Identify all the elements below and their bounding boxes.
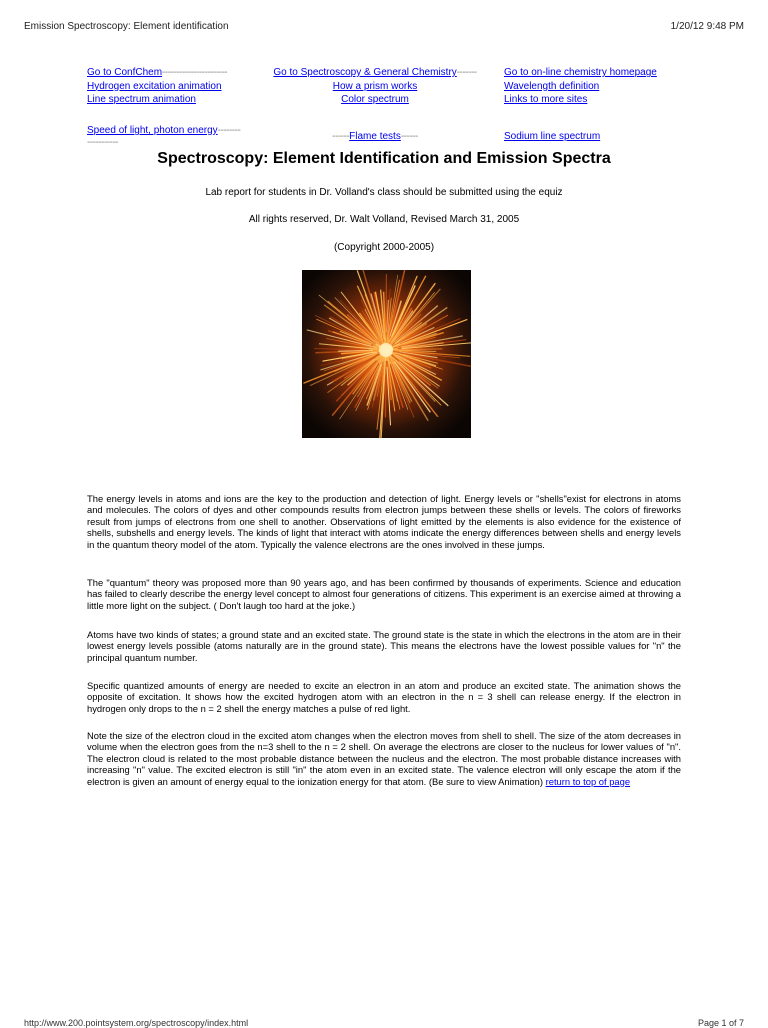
paragraph-ground-state: Atoms have two kinds of states; a ground state and an excited state. The ground state is the state in which the electrons in the atom are in their lowest energy levels possible (atoms naturally are in the ground state). This means the electrons have the lowest possible values for "n" the principal quantum number. bbox=[87, 629, 681, 663]
dash-separator: ----------------------- bbox=[162, 67, 227, 78]
link-chemistry-homepage[interactable]: Go to on-line chemistry homepage bbox=[504, 67, 657, 78]
link-line-spectrum[interactable]: Line spectrum animation bbox=[87, 94, 196, 105]
link-confchem[interactable]: Go to ConfChem bbox=[87, 67, 162, 78]
link-sodium-line-spectrum[interactable]: Sodium line spectrum bbox=[504, 131, 600, 142]
firework-core bbox=[379, 343, 393, 357]
nav-column-1 bbox=[87, 66, 262, 107]
paragraph-quantum-theory: The "quantum" theory was proposed more than 90 years ago, and has been confirmed by thousands of experiments. Science and education has failed to clearly describe the energy level concept to almost four generations of citizens. This experiment is an exercise aimed at throwing a little more light on the subject. ( Don't laugh too hard at the joke.) bbox=[87, 577, 681, 611]
nav-column-3 bbox=[504, 66, 704, 107]
fireworks-image bbox=[302, 270, 471, 438]
rights-reserved-line: All rights reserved, Dr. Walt Volland, Revised March 31, 2005 bbox=[0, 214, 768, 225]
nav-sodium-cell bbox=[504, 131, 600, 143]
dash-separator: -------- bbox=[218, 125, 241, 136]
nav-speed-of-light-cell bbox=[87, 125, 262, 149]
copyright-line: (Copyright 2000-2005) bbox=[0, 242, 768, 253]
firework-streak bbox=[314, 349, 368, 350]
dash-separator: ------- bbox=[457, 67, 477, 78]
nav-column-2 bbox=[260, 66, 490, 107]
dash-separator: ------ bbox=[332, 131, 349, 142]
paragraph-energy-levels: The energy levels in atoms and ions are the key to the production and detection of light. Energy levels or "shells"exist for electrons in atoms and molecules. The colors of dyes and other compounds results from electron jumps between these shells or levels. The colors of fireworks result from jumps of electrons from one shell to another. Observations of light emitted by the elements is also evidence for the existence of shells, subshells and energy levels. The kinds of light that interact with atoms indicate the energy differences between shells and energy levels in the quantum theory model of the atom. Typically the valence electrons are the ones involved in these jumps. bbox=[87, 493, 681, 550]
return-to-top-link[interactable]: return to top of page bbox=[546, 776, 630, 787]
page-title: Spectroscopy: Element Identification and Emission Spectra bbox=[0, 150, 768, 168]
link-wavelength-definition[interactable]: Wavelength definition bbox=[504, 81, 599, 92]
link-spectroscopy-general-chemistry[interactable]: Go to Spectroscopy & General Chemistry bbox=[273, 67, 456, 78]
link-hydrogen-excitation[interactable]: Hydrogen excitation animation bbox=[87, 81, 222, 92]
paragraph-electron-cloud bbox=[87, 730, 681, 787]
link-more-sites[interactable]: Links to more sites bbox=[504, 94, 587, 105]
link-color-spectrum[interactable]: Color spectrum bbox=[341, 94, 409, 105]
dash-separator: ----------- bbox=[87, 137, 118, 148]
fireworks-burst-graphic bbox=[302, 270, 471, 438]
dash-separator: ------ bbox=[401, 131, 418, 142]
paragraph-electron-cloud-text: Note the size of the electron cloud in the excited atom changes when the electron moves from shell to shell. The size of the atom decreases in volume when the electron goes from the n=3 shell to the n = 2 shell. On average the electrons are closer to the nucleus for lower values of "n". The electron cloud is related to the most probable distance between the nucleus and the electron. The most probable distance increases with increasing "n" value. The excited electron is still "in" the atom even in an excited state. The valence electron will only escape the atom if the electron is given an amount of energy equal to the ionization energy for that atom. (Be sure to view Animation) bbox=[87, 730, 681, 787]
firework-streak bbox=[399, 349, 442, 350]
link-speed-of-light[interactable]: Speed of light, photon energy bbox=[87, 125, 218, 136]
firework-streak bbox=[396, 362, 439, 417]
print-header-title: Emission Spectroscopy: Element identification bbox=[24, 21, 229, 32]
link-flame-tests[interactable]: Flame tests bbox=[349, 131, 401, 142]
paragraph-quantized-energy: Specific quantized amounts of energy are needed to excite an electron in an atom and produce an excited state. The animation shows the opposite of excitation. It shows how the excited hydrogen atom with an electron in the n = 3 shell can release energy. If the electron in hydrogen only drops to the n = 2 shell the energy matches a pulse of red light. bbox=[87, 680, 681, 714]
lab-report-note: Lab report for students in Dr. Volland's class should be submitted using the equiz bbox=[0, 187, 768, 198]
print-header-datetime: 1/20/12 9:48 PM bbox=[671, 21, 744, 32]
print-footer-url: http://www.200.pointsystem.org/spectroscopy/index.html bbox=[24, 1018, 248, 1028]
print-footer-page: Page 1 of 7 bbox=[698, 1018, 744, 1028]
link-prism[interactable]: How a prism works bbox=[333, 81, 417, 92]
firework-streak bbox=[321, 353, 373, 365]
nav-flame-tests-cell bbox=[260, 131, 490, 143]
